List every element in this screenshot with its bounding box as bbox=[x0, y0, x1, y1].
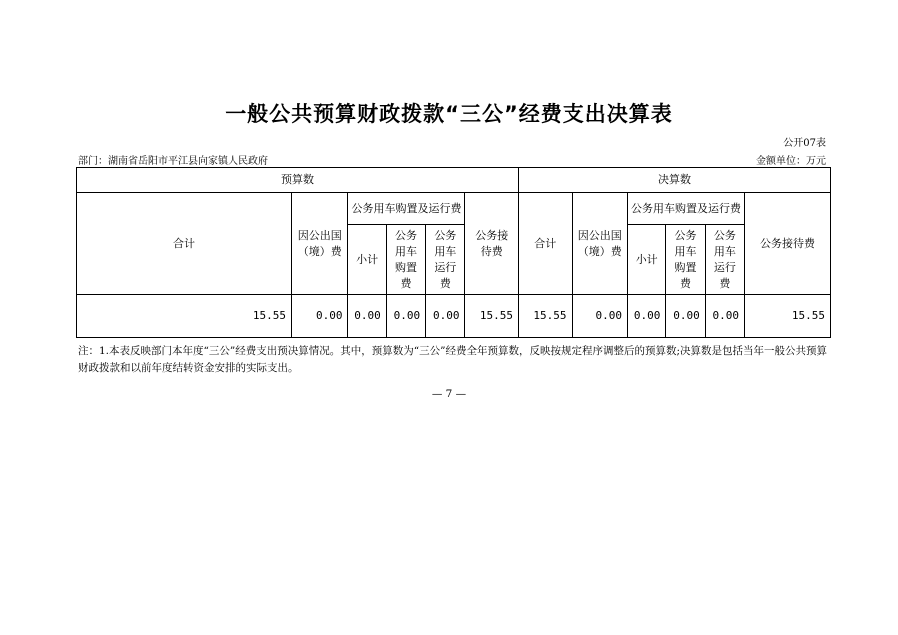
final-abroad-label: 因公出国（境）费 bbox=[577, 228, 622, 258]
final-vehicle-purchase-label: 公务用车购置费 bbox=[674, 228, 697, 290]
budget-vehicle-purchase-label: 公务用车购置费 bbox=[394, 228, 417, 290]
budget-reception-header bbox=[465, 193, 519, 295]
final-vehicle-operation-label: 公务用车运行费 bbox=[713, 228, 736, 290]
final-vehicle-purchase-value: 0.00 bbox=[666, 295, 705, 338]
final-abroad-header bbox=[572, 193, 628, 295]
table-title: 一般公共预算财政拨款“三公”经费支出决算表 bbox=[225, 102, 673, 126]
final-total-header: 合计 bbox=[519, 193, 572, 295]
page-number: — 7 — bbox=[431, 388, 467, 400]
budget-subtotal-value: 0.00 bbox=[348, 295, 386, 338]
budget-reception-label: 公务接待费 bbox=[475, 228, 509, 258]
final-subtotal-value: 0.00 bbox=[628, 295, 666, 338]
budget-abroad-value: 0.00 bbox=[291, 295, 348, 338]
budget-abroad-label: 因公出国（境）费 bbox=[297, 228, 342, 258]
three-public-expenses-table bbox=[76, 167, 831, 338]
department-label: 部门：湖南省岳阳市平江县向家镇人民政府 bbox=[78, 156, 268, 167]
form-code: 公开07表 bbox=[783, 138, 826, 149]
final-vehicle-group-label: 公务用车购置及运行费 bbox=[631, 201, 742, 215]
budget-vehicle-purchase-value: 0.00 bbox=[386, 295, 425, 338]
final-abroad-value: 0.00 bbox=[572, 295, 628, 338]
final-reception-value: 15.55 bbox=[745, 295, 831, 338]
budget-vehicle-operation-value: 0.00 bbox=[426, 295, 465, 338]
final-group-header: 决算数 bbox=[519, 168, 831, 193]
final-vehicle-group-header bbox=[628, 193, 745, 225]
final-subtotal-header: 小计 bbox=[628, 225, 666, 295]
final-vehicle-operation-value: 0.00 bbox=[705, 295, 744, 338]
budget-subtotal-header: 小计 bbox=[348, 225, 386, 295]
sub-header-row-1 bbox=[77, 193, 831, 225]
budget-reception-value: 15.55 bbox=[465, 295, 519, 338]
final-vehicle-operation-header bbox=[705, 225, 744, 295]
budget-vehicle-operation-label: 公务用车运行费 bbox=[434, 228, 457, 290]
budget-total-value: 15.55 bbox=[77, 295, 292, 338]
budget-total-header: 合计 bbox=[77, 193, 292, 295]
budget-vehicle-group-header bbox=[348, 193, 465, 225]
amount-unit-label: 金额单位：万元 bbox=[756, 156, 826, 167]
budget-vehicle-group-label: 公务用车购置及运行费 bbox=[351, 201, 462, 215]
group-header-row bbox=[77, 168, 831, 193]
table-row bbox=[77, 295, 831, 338]
final-vehicle-purchase-header bbox=[666, 225, 705, 295]
budget-group-header: 预算数 bbox=[77, 168, 519, 193]
final-total-value: 15.55 bbox=[519, 295, 572, 338]
budget-vehicle-operation-header bbox=[426, 225, 465, 295]
table-note: 注：1.本表反映部门本年度“三公”经费支出预决算情况。其中，预算数为“三公”经费全年预算数，反映按规定程序调整后的预算数;决算数是包括当年一般公共预算财政拨款和以前年度结转资金安排的实际支出。 bbox=[78, 345, 828, 374]
budget-vehicle-purchase-header bbox=[386, 225, 425, 295]
budget-abroad-header bbox=[291, 193, 348, 295]
final-reception-header: 公务接待费 bbox=[745, 193, 831, 295]
